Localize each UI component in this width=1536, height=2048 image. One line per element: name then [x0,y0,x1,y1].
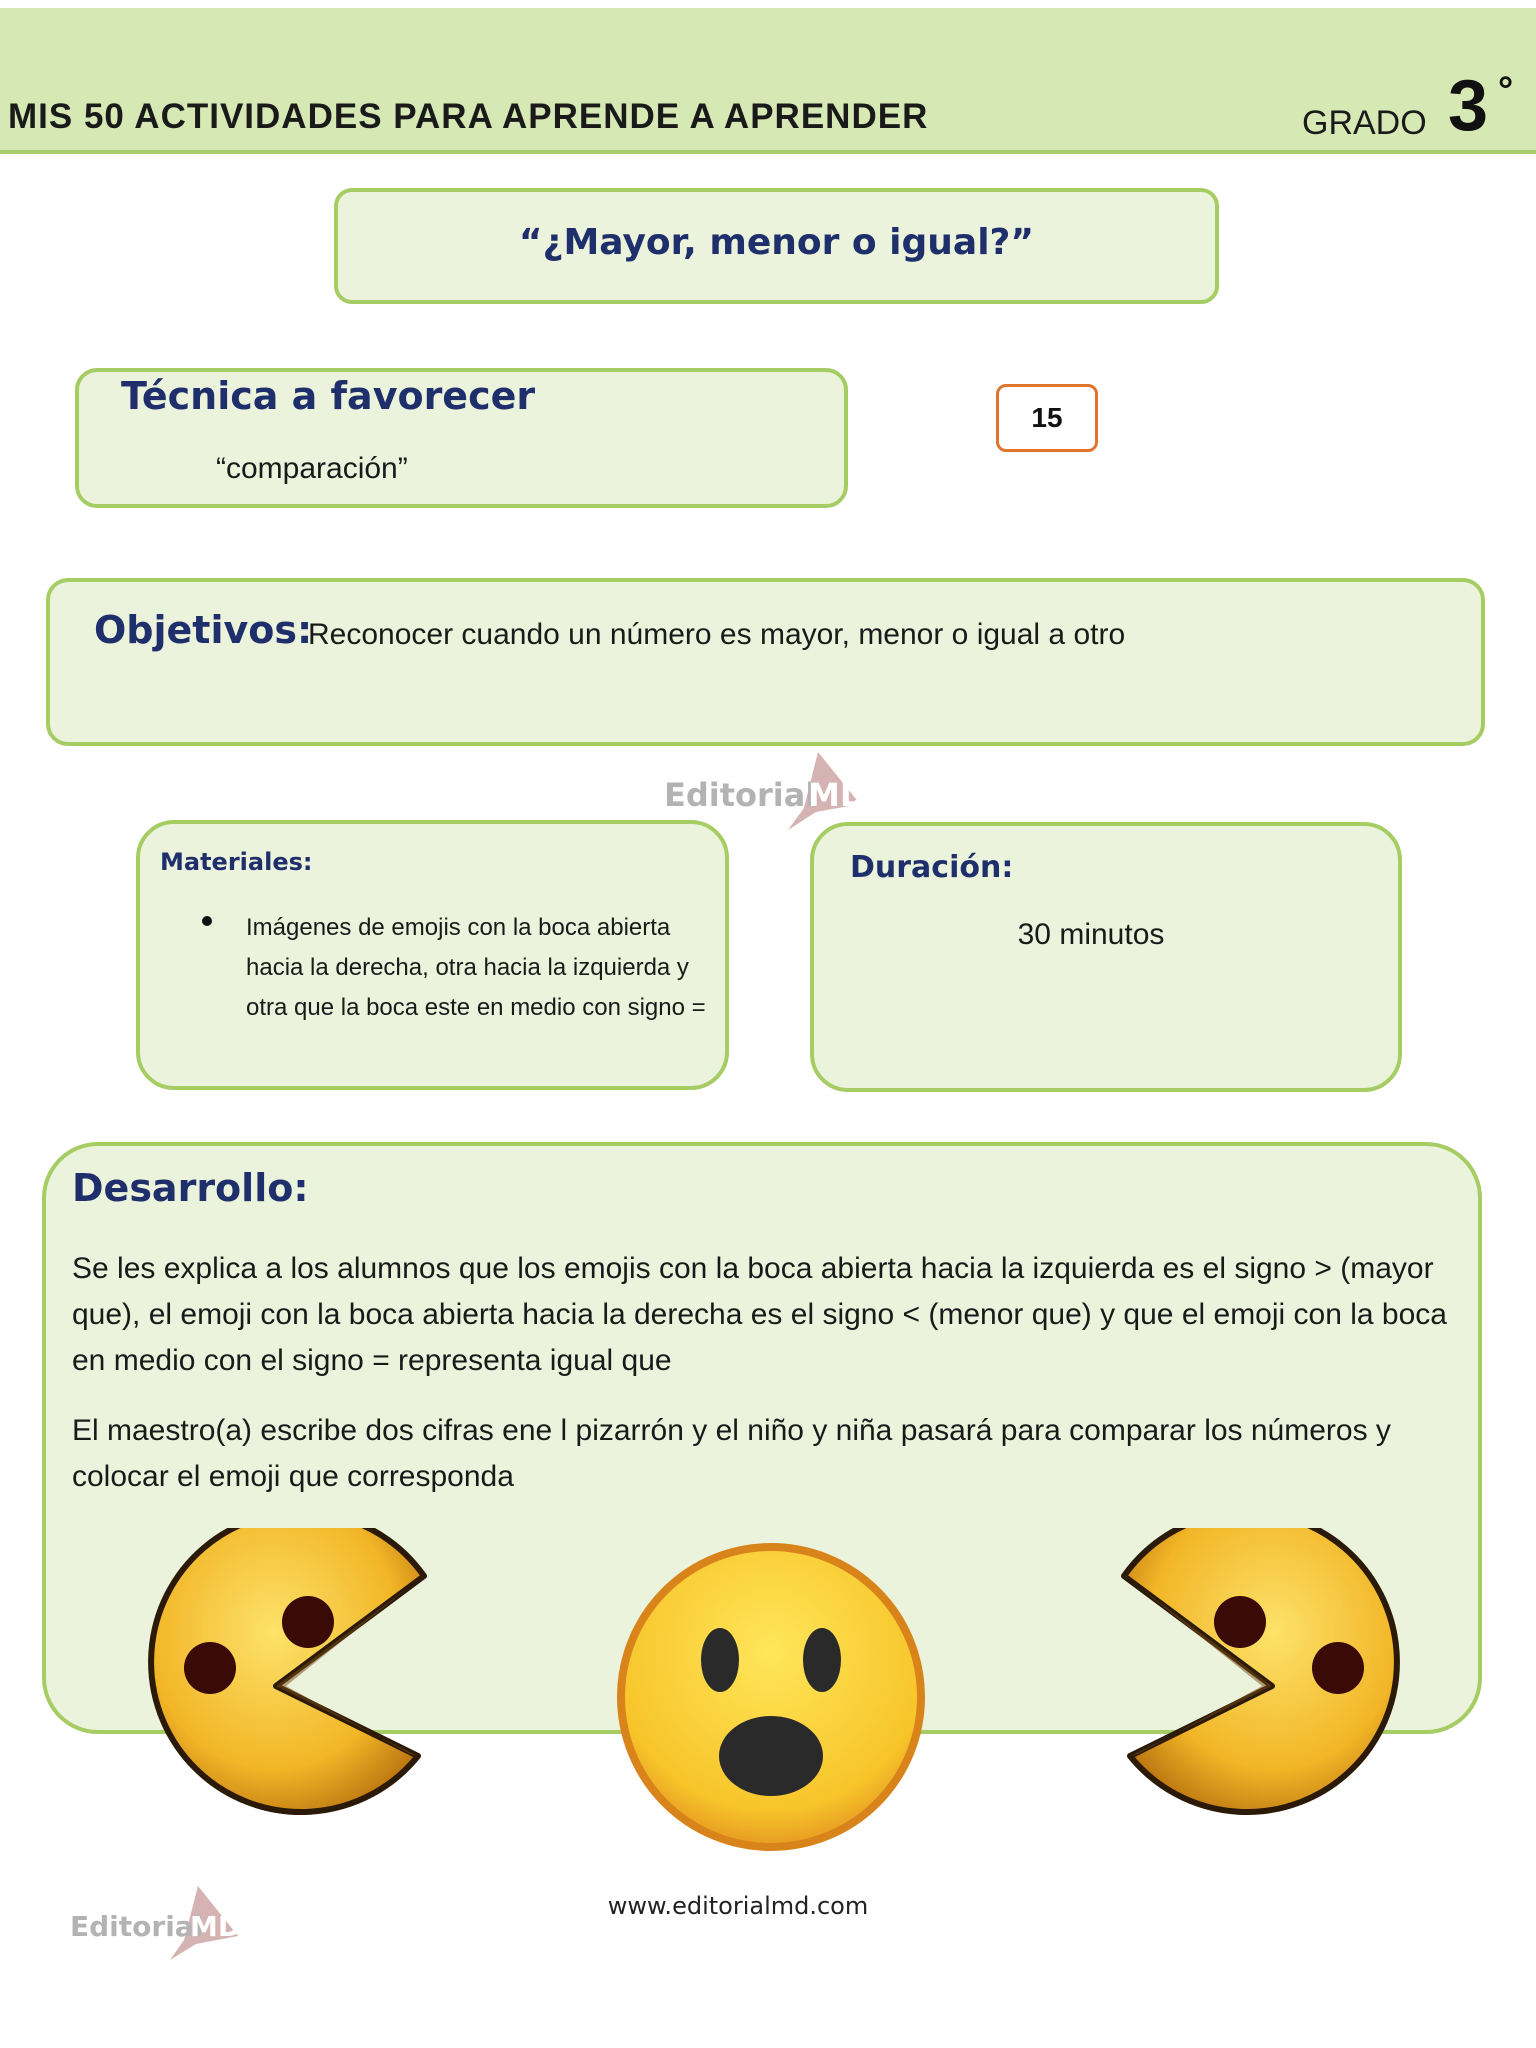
grade-label: GRADO [1302,104,1427,142]
desarrollo-heading: Desarrollo: [72,1166,309,1210]
activity-number-badge: 15 [996,384,1098,452]
activity-title: “¿Mayor, menor o igual?” [518,222,1035,263]
grade-degree-sign: ° [1498,70,1514,112]
tecnica-heading: Técnica a favorecer [121,374,536,418]
emoji-surprised-icon [612,1538,930,1856]
duracion-box [810,822,1402,1092]
watermark-text: Editorial [664,776,817,814]
desarrollo-paragraph: Se les explica a los alumnos que los emojis con la boca abierta hacia la izquierda es el signo > (mayor que), el emoji con la boca abierta hacia la derecha es el signo < (menor que) y que el emoji con la boca en medio con el signo = representa igual que [72,1252,1447,1377]
svg-text:MD: MD [808,776,867,814]
svg-text:MD: MD [190,1910,242,1943]
footer-url[interactable]: www.editorialmd.com [607,1892,869,1920]
objetivos-text: Reconocer cuando un número es mayor, menor o igual a otro [308,618,1126,651]
objetivos-box [46,578,1485,746]
duracion-heading: Duración: [850,850,1014,885]
watermark-text: Editorial [70,1910,204,1943]
emoji-mouth-open-right-icon [118,1528,434,1844]
duracion-value: 30 minutos [1017,918,1165,951]
desarrollo-paragraph: El maestro(a) escribe dos cifras ene l pizarrón y el niño y niña pasará para comparar los números y colocar el emoji que corresponda [72,1414,1391,1493]
grade-number: 3 [1448,66,1489,146]
tecnica-value: “comparación” [216,452,408,485]
objetivos-heading: Objetivos: [94,608,313,652]
materiales-item: Imágenes de emojis con la boca abierta hacia la derecha, otra hacia la izquierda y otra que la boca este en medio con signo = [246,914,706,1021]
emoji-mouth-open-left-icon [1114,1528,1430,1844]
activity-title-box [334,188,1219,304]
materiales-heading: Materiales: [160,848,313,876]
tecnica-box [75,368,848,508]
document-series-title: MIS 50 ACTIVIDADES PARA APRENDE A APRENDER [8,97,929,136]
materiales-box [136,820,729,1090]
bullet-icon [202,916,212,926]
